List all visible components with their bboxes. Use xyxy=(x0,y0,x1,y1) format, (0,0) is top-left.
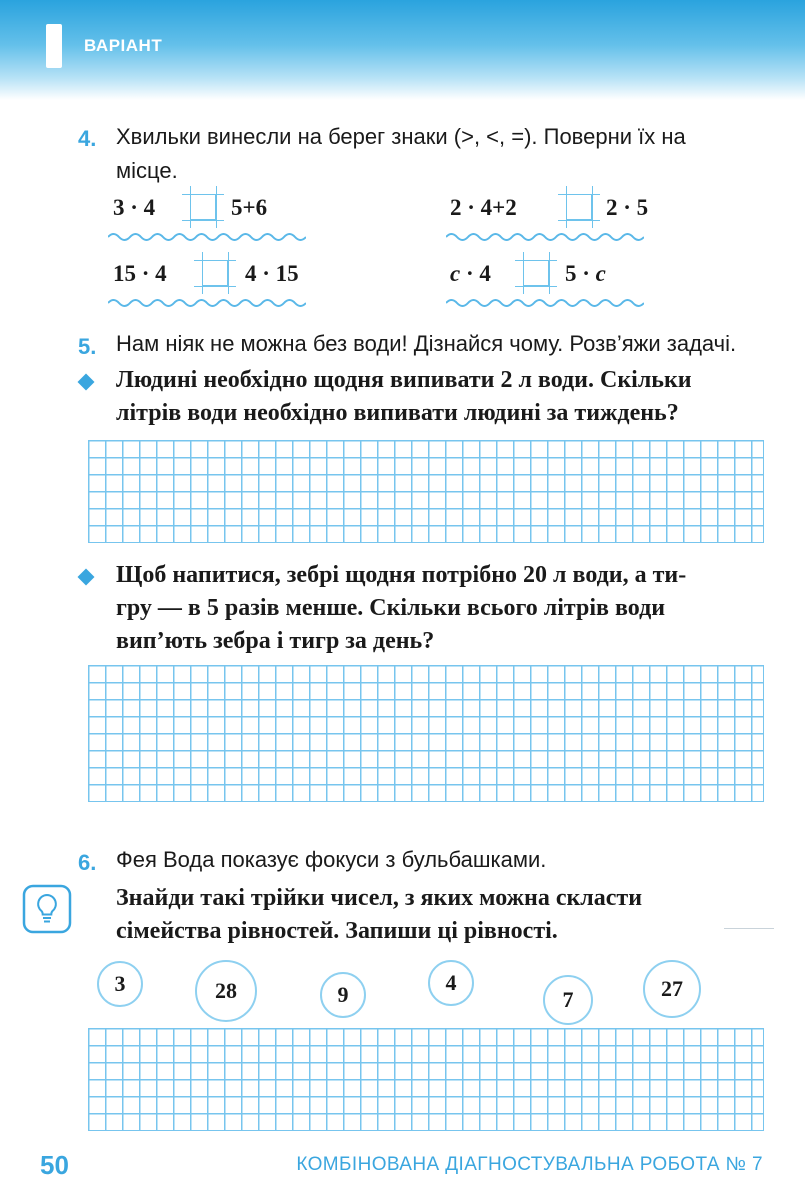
lightbulb-hint-icon xyxy=(22,884,72,934)
task-6-problem: Знайди такі трійки чисел, з яких можна скласти сімейства рівностей. Запиши ці рівності. xyxy=(116,885,643,944)
task-6-instruction: Фея Вода показує фокуси з бульбашками. xyxy=(116,847,547,872)
task-5-instruction: Нам ніяк не можна без води! Дізнайся чому. Розв’яжи задачі. xyxy=(116,331,737,356)
bubble-number: 27 xyxy=(643,960,701,1018)
expr-2x4plus2: 2 · 4+2 xyxy=(450,195,517,220)
comparison-box-2[interactable] xyxy=(566,194,592,220)
task-5-problem-2: Щоб напитися, зебрі щодня потрібно 20 л води, а ти- гру — в 5 разів менше. Скільки всього літрів води вип’ють зебра і тигр за день? xyxy=(116,562,687,654)
header-accent-bar xyxy=(46,24,62,68)
expr-3x4: 3 · 4 xyxy=(113,195,156,220)
wave-icon xyxy=(446,297,644,309)
task-5-problem-1: Людині необхідно щодня випивати 2 л води. Скільки літрів води необхідно випивати людині за тиждень? xyxy=(116,367,692,426)
comparison-box-3[interactable] xyxy=(202,260,228,286)
bubble-number: 28 xyxy=(195,960,257,1022)
task-6-number: 6. xyxy=(78,850,97,875)
expr-2x5: 2 · 5 xyxy=(606,195,649,220)
answer-grid-3[interactable] xyxy=(88,1028,764,1131)
expr-15x4: 15 · 4 xyxy=(113,261,167,286)
bubble-number: 4 xyxy=(428,960,474,1006)
expr-c-x4: c · 4 xyxy=(450,261,491,286)
expr-5x-c: 5 · c xyxy=(565,261,606,286)
page-number: 50 xyxy=(40,1150,69,1180)
bubble-number: 3 xyxy=(97,961,143,1007)
comparison-box-4[interactable] xyxy=(523,260,549,286)
bubble-number: 7 xyxy=(543,975,593,1025)
bullet-diamond-icon xyxy=(78,374,95,391)
answer-grid-1[interactable] xyxy=(88,440,764,543)
page-header xyxy=(0,0,805,100)
divider xyxy=(724,928,774,929)
wave-icon xyxy=(108,297,306,309)
answer-grid-2[interactable] xyxy=(88,665,764,802)
variant-label: ВАРІАНТ xyxy=(84,36,163,55)
bubble-number: 9 xyxy=(320,972,366,1018)
wave-icon xyxy=(108,231,306,243)
comparison-box-1[interactable] xyxy=(190,194,216,220)
task-4-instruction: Хвильки винесли на берег знаки (>, <, =). Поверни їх на місце. xyxy=(116,124,686,183)
expr-5plus6: 5+6 xyxy=(231,195,268,220)
footer-title: КОМБІНОВАНА ДІАГНОСТУВАЛЬНА РОБОТА № 7 xyxy=(296,1154,763,1175)
task-5-number: 5. xyxy=(78,334,97,359)
task-4-number: 4. xyxy=(78,126,97,151)
wave-icon xyxy=(446,231,644,243)
expr-4x15: 4 · 15 xyxy=(245,261,299,286)
bullet-diamond-icon xyxy=(78,569,95,586)
